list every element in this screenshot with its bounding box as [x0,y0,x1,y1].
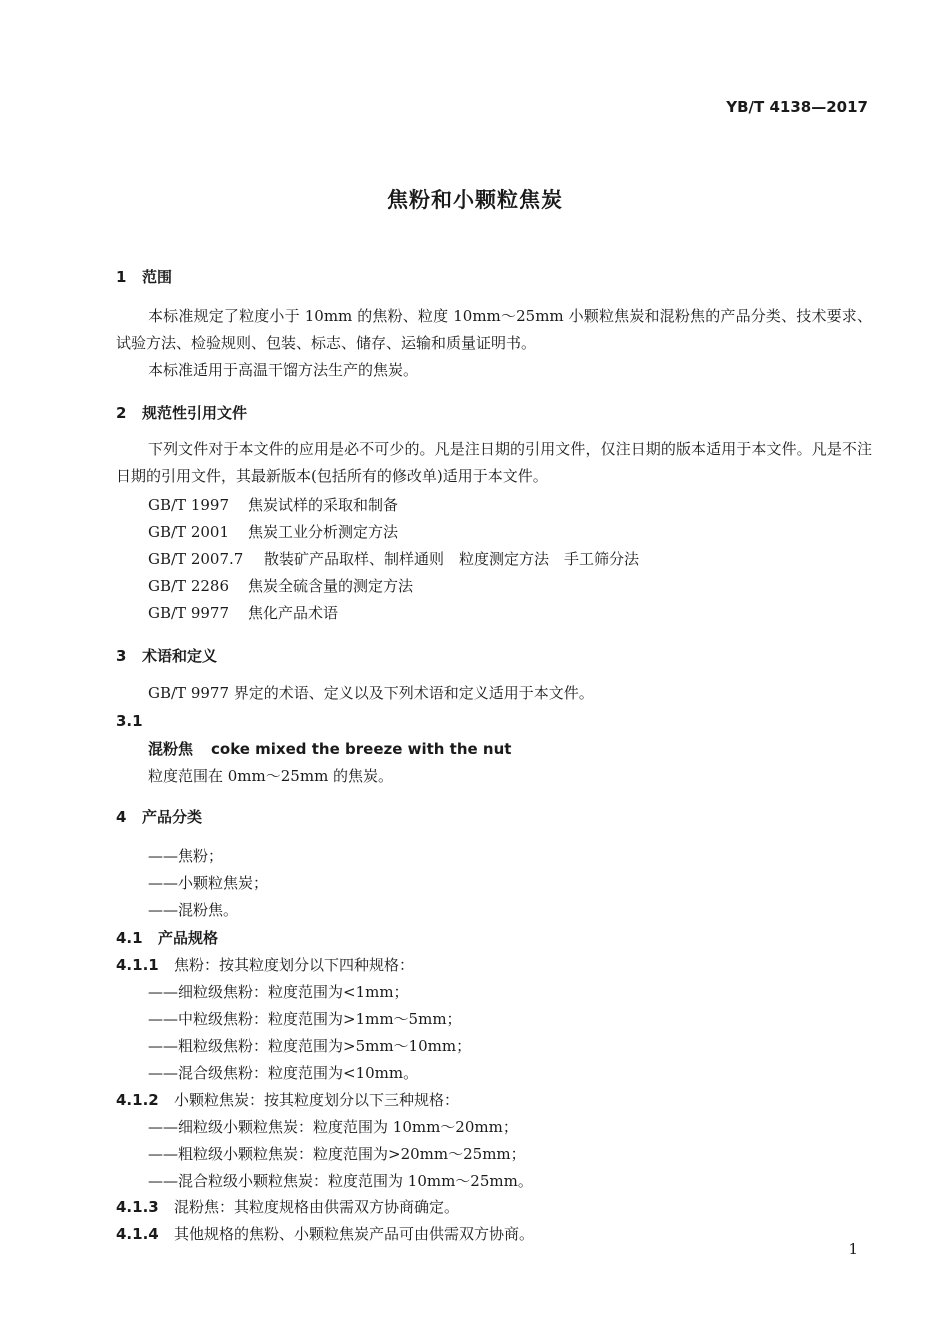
reference-title: 焦炭工业分析测定方法 [248,523,399,541]
section-number: 2 [116,404,127,422]
clause-text: 焦粉：按其粒度划分以下四种规格： [174,956,415,974]
clause-number: 4.1.3 [116,1198,159,1216]
reference-code: GB/T 1997 [148,496,230,514]
section-1-paragraph-2: 本标准适用于高温干馏方法生产的焦炭。 [148,361,419,379]
list-item: ——焦粉； [148,847,224,865]
clause-text: 小颗粒焦炭：按其粒度划分以下三种规格： [174,1091,460,1109]
section-4-heading [116,806,202,827]
term-chinese: 混粉焦 [148,740,194,758]
section-3-heading [116,645,217,666]
reference-item [148,602,338,623]
page-number: 1 [848,1240,858,1258]
reference-item [148,548,639,569]
reference-item [148,575,413,596]
reference-title: 焦炭全硫含量的测定方法 [248,577,414,595]
section-2-heading [116,402,247,423]
term-english: coke mixed the breeze with the nut [211,740,512,758]
section-1-heading [116,266,172,287]
reference-item [148,494,398,515]
term-entry [148,738,511,759]
list-item: ——混合级焦粉：粒度范围为<10mm。 [148,1064,419,1082]
section-3-paragraph-1: GB/T 9977 界定的术语、定义以及下列术语和定义适用于本文件。 [148,684,594,702]
section-title: 范围 [142,268,173,286]
section-1-paragraph-1: 本标准规定了粒度小于 10mm 的焦粉、粒度 10mm～25mm 小颗粒焦炭和混粉焦的产品分类、技术要求、试验方法、检验规则、包装、标志、储存、运输和质量证明书。 [116,307,872,352]
page-title: 焦粉和小颗粒焦炭 [387,188,563,212]
list-item: ——细粒级小颗粒焦炭：粒度范围为 10mm～20mm； [148,1118,518,1136]
reference-code: GB/T 2286 [148,577,230,595]
reference-item [148,521,398,542]
section-title: 规范性引用文件 [142,404,248,422]
reference-title: 焦化产品术语 [248,604,339,622]
subsection-title: 产品规格 [158,929,219,947]
reference-code: GB/T 9977 [148,604,230,622]
list-item: ——混合粒级小颗粒焦炭：粒度范围为 10mm～25mm。 [148,1172,533,1190]
subsection-number: 3.1 [116,712,143,730]
list-item: ——粗粒级小颗粒焦炭：粒度范围为>20mm～25mm； [148,1145,526,1163]
section-title: 产品分类 [142,808,203,826]
reference-code: GB/T 2001 [148,523,230,541]
section-number: 4 [116,808,127,826]
clause-number: 4.1.2 [116,1091,159,1109]
clause-number: 4.1.4 [116,1225,159,1243]
list-item: ——粗粒级焦粉：粒度范围为>5mm～10mm； [148,1037,472,1055]
subsection-4-1-heading [116,927,218,948]
list-item: ——混粉焦。 [148,901,239,919]
list-item: ——小颗粒焦炭； [148,874,269,892]
clause-4-1-1 [116,954,414,975]
section-title: 术语和定义 [142,647,218,665]
term-definition: 粒度范围在 0mm～25mm 的焦炭。 [148,767,394,785]
clause-4-1-3 [116,1196,459,1217]
clause-4-1-2 [116,1089,459,1110]
document-number: YB/T 4138—2017 [726,98,868,116]
section-number: 3 [116,647,127,665]
section-number: 1 [116,268,127,286]
clause-text: 其他规格的焦粉、小颗粒焦炭产品可由供需双方协商。 [174,1225,535,1243]
subsection-number: 4.1 [116,929,143,947]
list-item: ——细粒级焦粉：粒度范围为<1mm； [148,983,409,1001]
list-item: ——中粒级焦粉：粒度范围为>1mm～5mm； [148,1010,462,1028]
clause-number: 4.1.1 [116,956,159,974]
reference-title: 散装矿产品取样、制样通则 粒度测定方法 手工筛分法 [264,550,640,568]
section-2-paragraph-1: 下列文件对于本文件的应用是必不可少的。凡是注日期的引用文件，仅注日期的版本适用于本文件。凡是不注日期的引用文件，其最新版本(包括所有的修改单)适用于本文件。 [116,440,872,485]
reference-code: GB/T 2007.7 [148,550,244,568]
clause-4-1-4 [116,1223,534,1244]
reference-title: 焦炭试样的采取和制备 [248,496,399,514]
clause-text: 混粉焦：其粒度规格由供需双方协商确定。 [174,1198,460,1216]
